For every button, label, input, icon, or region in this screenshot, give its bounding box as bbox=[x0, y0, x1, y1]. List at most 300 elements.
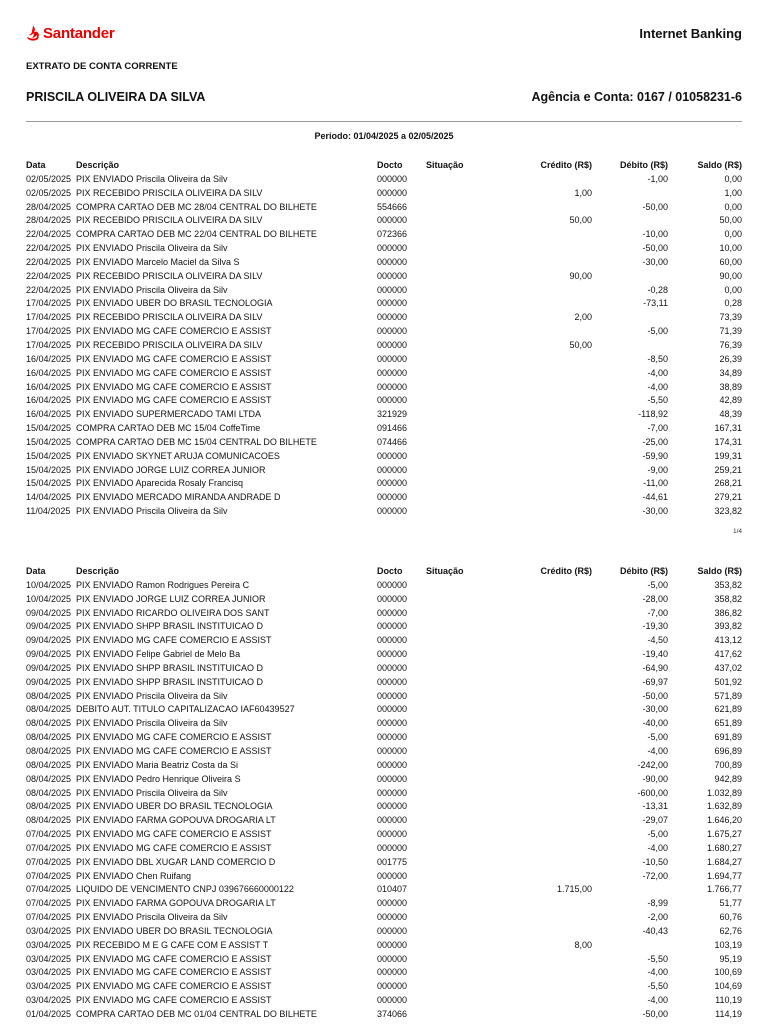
table-row bbox=[0, 856, 768, 870]
cell-debit: -5,00 bbox=[647, 732, 668, 743]
cell-docto: 000000 bbox=[377, 649, 408, 660]
cell-balance: 174,31 bbox=[714, 436, 742, 447]
account-label: Agência e Conta: 0167 / 01058231-6 bbox=[531, 90, 742, 104]
cell-description: PIX ENVIADO SKYNET ARUJA COMUNICACOES bbox=[76, 450, 280, 461]
table-row bbox=[0, 297, 768, 311]
cell-debit: -4,00 bbox=[647, 381, 668, 392]
table-row bbox=[0, 703, 768, 717]
transactions-table-page-2 bbox=[0, 565, 768, 1022]
cell-docto: 000000 bbox=[377, 718, 408, 729]
cell-balance: 413,12 bbox=[714, 635, 742, 646]
table-header-row bbox=[0, 565, 768, 579]
cell-debit: -4,00 bbox=[647, 367, 668, 378]
cell-docto: 072366 bbox=[377, 229, 408, 240]
cell-date: 09/04/2025 bbox=[26, 607, 72, 618]
cell-description: PIX ENVIADO Priscila Oliveira da Silv bbox=[76, 243, 228, 254]
cell-docto: 000000 bbox=[377, 173, 408, 184]
cell-description: PIX ENVIADO Priscila Oliveira da Silv bbox=[76, 912, 228, 923]
cell-docto: 000000 bbox=[377, 801, 408, 812]
cell-docto: 000000 bbox=[377, 829, 408, 840]
cell-date: 03/04/2025 bbox=[26, 939, 72, 950]
cell-balance: 73,39 bbox=[719, 312, 742, 323]
table-row bbox=[0, 436, 768, 450]
page-number: 1/4 bbox=[732, 528, 742, 535]
table-row bbox=[0, 242, 768, 256]
table-row bbox=[0, 925, 768, 939]
cell-docto: 000000 bbox=[377, 981, 408, 992]
cell-date: 07/04/2025 bbox=[26, 829, 72, 840]
cell-date: 07/04/2025 bbox=[26, 870, 72, 881]
table-row bbox=[0, 966, 768, 980]
cell-debit: -69,97 bbox=[642, 676, 668, 687]
cell-debit: -9,00 bbox=[647, 464, 668, 475]
cell-docto: 000000 bbox=[377, 912, 408, 923]
cell-balance: 501,92 bbox=[714, 676, 742, 687]
cell-date: 03/04/2025 bbox=[26, 995, 72, 1006]
cell-balance: 76,39 bbox=[719, 339, 742, 350]
cell-date: 02/05/2025 bbox=[26, 187, 72, 198]
table-row bbox=[0, 325, 768, 339]
cell-docto: 000000 bbox=[377, 635, 408, 646]
cell-date: 07/04/2025 bbox=[26, 856, 72, 867]
table-row bbox=[0, 284, 768, 298]
cell-credit: 90,00 bbox=[569, 270, 592, 281]
cell-date: 15/04/2025 bbox=[26, 464, 72, 475]
brand-name: Santander bbox=[43, 24, 115, 42]
cell-docto: 000000 bbox=[377, 579, 408, 590]
cell-description: PIX ENVIADO MG CAFE COMERCIO E ASSIST bbox=[76, 732, 272, 743]
table-row bbox=[0, 870, 768, 884]
cell-debit: -30,00 bbox=[642, 704, 668, 715]
cell-docto: 000000 bbox=[377, 593, 408, 604]
cell-balance: 1.032,89 bbox=[706, 787, 742, 798]
table-row bbox=[0, 994, 768, 1008]
col-header-situacao: Situação bbox=[426, 160, 464, 170]
cell-description: PIX ENVIADO MG CAFE COMERCIO E ASSIST bbox=[76, 381, 272, 392]
cell-balance: 1.675,27 bbox=[706, 829, 742, 840]
cell-docto: 000000 bbox=[377, 690, 408, 701]
cell-description: PIX ENVIADO MG CAFE COMERCIO E ASSIST bbox=[76, 995, 272, 1006]
cell-date: 03/04/2025 bbox=[26, 953, 72, 964]
cell-description: PIX ENVIADO Pedro Henrique Oliveira S bbox=[76, 773, 241, 784]
cell-debit: -5,50 bbox=[647, 953, 668, 964]
cell-balance: 60,00 bbox=[719, 256, 742, 267]
cell-docto: 000000 bbox=[377, 815, 408, 826]
cell-description: DEBITO AUT. TITULO CAPITALIZACAO IAF60439527 bbox=[76, 704, 295, 715]
cell-description: PIX ENVIADO Priscila Oliveira da Silv bbox=[76, 506, 228, 517]
table-row bbox=[0, 214, 768, 228]
cell-credit: 50,00 bbox=[569, 339, 592, 350]
cell-docto: 091466 bbox=[377, 423, 408, 434]
cell-docto: 000000 bbox=[377, 607, 408, 618]
cell-docto: 000000 bbox=[377, 925, 408, 936]
table-row bbox=[0, 353, 768, 367]
cell-docto: 000000 bbox=[377, 395, 408, 406]
cell-description: PIX ENVIADO SHPP BRASIL INSTITUICAO D bbox=[76, 621, 264, 632]
cell-docto: 000000 bbox=[377, 464, 408, 475]
cell-description: PIX ENVIADO Marcelo Maciel da Silva S bbox=[76, 256, 240, 267]
cell-description: PIX ENVIADO UBER DO BRASIL TECNOLOGIA bbox=[76, 925, 273, 936]
table-row bbox=[0, 450, 768, 464]
cell-balance: 353,82 bbox=[714, 579, 742, 590]
cell-date: 28/04/2025 bbox=[26, 215, 72, 226]
cell-description: PIX ENVIADO Aparecida Rosaly Francisq bbox=[76, 478, 244, 489]
cell-description: PIX ENVIADO JORGE LUIZ CORREA JUNIOR bbox=[76, 464, 266, 475]
cell-balance: 942,89 bbox=[714, 773, 742, 784]
cell-date: 11/04/2025 bbox=[26, 506, 71, 517]
cell-docto: 000000 bbox=[377, 676, 408, 687]
table-row bbox=[0, 187, 768, 201]
cell-balance: 71,39 bbox=[719, 326, 742, 337]
cell-docto: 000000 bbox=[377, 842, 408, 853]
cell-description: PIX ENVIADO MG CAFE COMERCIO E ASSIST bbox=[76, 745, 272, 756]
table-row bbox=[0, 980, 768, 994]
cell-debit: -10,50 bbox=[642, 856, 668, 867]
cell-debit: -50,00 bbox=[642, 1009, 668, 1019]
cell-description: PIX ENVIADO Maria Beatriz Costa da Si bbox=[76, 759, 239, 770]
santander-logo bbox=[26, 23, 115, 43]
cell-debit: -0,28 bbox=[647, 284, 668, 295]
cell-balance: 0,28 bbox=[724, 298, 742, 309]
cell-debit: -19,30 bbox=[642, 621, 668, 632]
cell-debit: -242,00 bbox=[637, 759, 668, 770]
col-header-credit: Crédito (R$) bbox=[540, 566, 592, 576]
santander-flame-icon bbox=[26, 25, 40, 41]
cell-debit: -90,00 bbox=[642, 773, 668, 784]
cell-docto: 000000 bbox=[377, 953, 408, 964]
cell-description: PIX ENVIADO MG CAFE COMERCIO E ASSIST bbox=[76, 635, 272, 646]
cell-debit: -50,00 bbox=[642, 201, 668, 212]
col-header-date: Data bbox=[26, 160, 46, 170]
transactions-table-page-1 bbox=[0, 159, 768, 519]
cell-balance: 0,00 bbox=[724, 229, 742, 240]
statement-period bbox=[0, 131, 768, 141]
cell-debit: -118,92 bbox=[638, 409, 668, 420]
period-label: Periodo: 01/04/2025 a 02/05/2025 bbox=[314, 131, 454, 141]
cell-docto: 000000 bbox=[377, 270, 408, 281]
cell-description: PIX RECEBIDO PRISCILA OLIVEIRA DA SILV bbox=[76, 215, 263, 226]
cell-docto: 010407 bbox=[377, 884, 408, 895]
cell-date: 15/04/2025 bbox=[26, 423, 72, 434]
table-row bbox=[0, 1008, 768, 1022]
cell-date: 08/04/2025 bbox=[26, 704, 72, 715]
cell-description: PIX RECEBIDO M E G CAFE COM E ASSIST T bbox=[76, 939, 269, 950]
cell-debit: -30,00 bbox=[642, 256, 668, 267]
table-row bbox=[0, 505, 768, 519]
cell-debit: -4,00 bbox=[647, 745, 668, 756]
cell-docto: 000000 bbox=[377, 732, 408, 743]
cell-debit: -40,00 bbox=[642, 718, 668, 729]
cell-docto: 000000 bbox=[377, 621, 408, 632]
cell-docto: 000000 bbox=[377, 787, 408, 798]
table-row bbox=[0, 339, 768, 353]
cell-docto: 000000 bbox=[377, 381, 408, 392]
cell-balance: 323,82 bbox=[714, 506, 742, 517]
col-header-situacao: Situação bbox=[426, 566, 464, 576]
cell-description: COMPRA CARTAO DEB MC 01/04 CENTRAL DO BILHETE bbox=[76, 1009, 317, 1019]
col-header-debit: Débito (R$) bbox=[620, 160, 668, 170]
cell-credit: 1.715,00 bbox=[556, 884, 592, 895]
cell-description: PIX ENVIADO FARMA GOPOUVA DROGARIA LT bbox=[76, 898, 276, 909]
cell-balance: 114,19 bbox=[715, 1009, 742, 1019]
table-row bbox=[0, 897, 768, 911]
cell-date: 17/04/2025 bbox=[26, 312, 72, 323]
cell-balance: 1.766,77 bbox=[706, 884, 742, 895]
table-row bbox=[0, 477, 768, 491]
cell-balance: 437,02 bbox=[714, 662, 742, 673]
cell-debit: -50,00 bbox=[642, 690, 668, 701]
cell-date: 28/04/2025 bbox=[26, 201, 72, 212]
cell-balance: 386,82 bbox=[714, 607, 742, 618]
cell-debit: -1,00 bbox=[647, 173, 668, 184]
cell-date: 08/04/2025 bbox=[26, 690, 72, 701]
cell-description: PIX ENVIADO MG CAFE COMERCIO E ASSIST bbox=[76, 981, 272, 992]
cell-docto: 000000 bbox=[377, 773, 408, 784]
cell-description: PIX RECEBIDO PRISCILA OLIVEIRA DA SILV bbox=[76, 312, 263, 323]
col-header-date: Data bbox=[26, 566, 46, 576]
cell-balance: 48,39 bbox=[719, 409, 742, 420]
cell-docto: 000000 bbox=[377, 243, 408, 254]
cell-balance: 100,69 bbox=[714, 967, 742, 978]
table-row bbox=[0, 381, 768, 395]
cell-balance: 700,89 bbox=[714, 759, 742, 770]
table-row bbox=[0, 842, 768, 856]
cell-date: 08/04/2025 bbox=[26, 745, 72, 756]
cell-balance: 95,19 bbox=[719, 953, 742, 964]
cell-date: 01/04/2025 bbox=[26, 1009, 72, 1019]
cell-debit: -5,00 bbox=[647, 829, 668, 840]
cell-date: 03/04/2025 bbox=[26, 925, 72, 936]
cell-date: 07/04/2025 bbox=[26, 912, 72, 923]
cell-description: PIX ENVIADO JORGE LUIZ CORREA JUNIOR bbox=[76, 593, 266, 604]
cell-balance: 104,69 bbox=[714, 981, 742, 992]
cell-date: 16/04/2025 bbox=[26, 367, 72, 378]
cell-debit: -44,61 bbox=[642, 492, 668, 503]
table-row bbox=[0, 311, 768, 325]
col-header-balance: Saldo (R$) bbox=[697, 160, 742, 170]
cell-description: PIX RECEBIDO PRISCILA OLIVEIRA DA SILV bbox=[76, 187, 263, 198]
table-row bbox=[0, 367, 768, 381]
cell-debit: -8,50 bbox=[647, 353, 668, 364]
account-holder-name: PRISCILA OLIVEIRA DA SILVA bbox=[26, 90, 206, 104]
cell-docto: 000000 bbox=[377, 662, 408, 673]
cell-date: 17/04/2025 bbox=[26, 326, 72, 337]
cell-description: PIX ENVIADO MG CAFE COMERCIO E ASSIST bbox=[76, 353, 272, 364]
cell-date: 17/04/2025 bbox=[26, 339, 72, 350]
cell-date: 22/04/2025 bbox=[26, 284, 72, 295]
cell-balance: 279,21 bbox=[714, 492, 742, 503]
cell-balance: 90,00 bbox=[719, 270, 742, 281]
cell-date: 07/04/2025 bbox=[26, 898, 72, 909]
cell-balance: 651,89 bbox=[714, 718, 742, 729]
cell-debit: -50,00 bbox=[642, 243, 668, 254]
cell-description: PIX ENVIADO Ramon Rodrigues Pereira C bbox=[76, 579, 250, 590]
cell-balance: 1.680,27 bbox=[706, 842, 742, 853]
cell-date: 16/04/2025 bbox=[26, 353, 72, 364]
cell-debit: -4,50 bbox=[647, 635, 668, 646]
cell-debit: -4,00 bbox=[647, 842, 668, 853]
cell-debit: -5,00 bbox=[647, 326, 668, 337]
col-header-docto: Docto bbox=[377, 566, 403, 576]
cell-balance: 268,21 bbox=[714, 478, 742, 489]
cell-credit: 2,00 bbox=[574, 312, 592, 323]
table-row bbox=[0, 939, 768, 953]
cell-date: 15/04/2025 bbox=[26, 450, 72, 461]
table-row bbox=[0, 773, 768, 787]
cell-balance: 0,00 bbox=[724, 284, 742, 295]
cell-description: PIX RECEBIDO PRISCILA OLIVEIRA DA SILV bbox=[76, 339, 263, 350]
col-header-credit: Crédito (R$) bbox=[540, 160, 592, 170]
cell-balance: 691,89 bbox=[714, 732, 742, 743]
cell-balance: 417,62 bbox=[714, 649, 742, 660]
cell-debit: -30,00 bbox=[642, 506, 668, 517]
cell-debit: -600,00 bbox=[637, 787, 668, 798]
table-row bbox=[0, 676, 768, 690]
cell-debit: -64,90 bbox=[642, 662, 668, 673]
cell-debit: -72,00 bbox=[642, 870, 668, 881]
cell-description: COMPRA CARTAO DEB MC 22/04 CENTRAL DO BILHETE bbox=[76, 229, 317, 240]
cell-balance: 60,76 bbox=[719, 912, 742, 923]
table-row bbox=[0, 408, 768, 422]
cell-debit: -5,50 bbox=[647, 395, 668, 406]
cell-description: PIX ENVIADO RICARDO OLIVEIRA DOS SANT bbox=[76, 607, 270, 618]
cell-docto: 000000 bbox=[377, 506, 408, 517]
cell-debit: -4,00 bbox=[647, 995, 668, 1006]
cell-docto: 000000 bbox=[377, 745, 408, 756]
table-row bbox=[0, 607, 768, 621]
table-row bbox=[0, 717, 768, 731]
cell-debit: -25,00 bbox=[642, 436, 668, 447]
cell-balance: 571,89 bbox=[714, 690, 742, 701]
cell-docto: 074466 bbox=[377, 436, 408, 447]
table-row bbox=[0, 491, 768, 505]
cell-date: 10/04/2025 bbox=[26, 579, 72, 590]
table-row bbox=[0, 828, 768, 842]
table-row bbox=[0, 422, 768, 436]
cell-balance: 696,89 bbox=[714, 745, 742, 756]
table-row bbox=[0, 759, 768, 773]
table-row bbox=[0, 464, 768, 478]
table-row bbox=[0, 201, 768, 215]
cell-date: 07/04/2025 bbox=[26, 842, 72, 853]
cell-balance: 358,82 bbox=[714, 593, 742, 604]
cell-balance: 0,00 bbox=[724, 173, 742, 184]
cell-date: 14/04/2025 bbox=[26, 492, 72, 503]
cell-date: 08/04/2025 bbox=[26, 773, 72, 784]
cell-docto: 374066 bbox=[377, 1009, 408, 1019]
cell-docto: 000000 bbox=[377, 298, 408, 309]
cell-description: PIX ENVIADO MG CAFE COMERCIO E ASSIST bbox=[76, 326, 272, 337]
cell-docto: 000000 bbox=[377, 995, 408, 1006]
cell-date: 03/04/2025 bbox=[26, 967, 72, 978]
cell-date: 17/04/2025 bbox=[26, 298, 72, 309]
cell-date: 22/04/2025 bbox=[26, 229, 72, 240]
cell-date: 08/04/2025 bbox=[26, 787, 72, 798]
cell-date: 09/04/2025 bbox=[26, 635, 72, 646]
cell-debit: -4,00 bbox=[647, 967, 668, 978]
cell-date: 09/04/2025 bbox=[26, 621, 72, 632]
cell-description: PIX ENVIADO Priscila Oliveira da Silv bbox=[76, 787, 228, 798]
table-row bbox=[0, 228, 768, 242]
cell-credit: 8,00 bbox=[574, 939, 592, 950]
cell-balance: 1.632,89 bbox=[706, 801, 742, 812]
table-row bbox=[0, 579, 768, 593]
cell-date: 22/04/2025 bbox=[26, 256, 72, 267]
table-header-row bbox=[0, 159, 768, 173]
cell-debit: -7,00 bbox=[647, 423, 668, 434]
cell-date: 08/04/2025 bbox=[26, 718, 72, 729]
cell-credit: 50,00 bbox=[569, 215, 592, 226]
cell-date: 08/04/2025 bbox=[26, 815, 72, 826]
cell-balance: 199,31 bbox=[714, 450, 742, 461]
cell-date: 09/04/2025 bbox=[26, 662, 72, 673]
cell-balance: 1.646,20 bbox=[706, 815, 742, 826]
cell-date: 16/04/2025 bbox=[26, 381, 72, 392]
cell-debit: -5,50 bbox=[647, 981, 668, 992]
cell-docto: 000000 bbox=[377, 326, 408, 337]
cell-debit: -19,40 bbox=[642, 649, 668, 660]
cell-balance: 38,89 bbox=[719, 381, 742, 392]
cell-debit: -2,00 bbox=[647, 912, 668, 923]
cell-description: PIX ENVIADO Felipe Gabriel de Melo Ba bbox=[76, 649, 241, 660]
cell-balance: 621,89 bbox=[714, 704, 742, 715]
cell-docto: 000000 bbox=[377, 704, 408, 715]
cell-description: COMPRA CARTAO DEB MC 15/04 CENTRAL DO BILHETE bbox=[76, 436, 317, 447]
col-header-debit: Débito (R$) bbox=[620, 566, 668, 576]
cell-date: 15/04/2025 bbox=[26, 436, 72, 447]
cell-description: COMPRA CARTAO DEB MC 15/04 CoffeTime bbox=[76, 423, 261, 434]
cell-balance: 1.694,77 bbox=[706, 870, 742, 881]
table-row bbox=[0, 256, 768, 270]
cell-description: PIX ENVIADO SHPP BRASIL INSTITUICAO D bbox=[76, 676, 264, 687]
cell-balance: 10,00 bbox=[719, 243, 742, 254]
table-row bbox=[0, 634, 768, 648]
cell-docto: 000000 bbox=[377, 256, 408, 267]
cell-date: 02/05/2025 bbox=[26, 173, 72, 184]
cell-credit: 1,00 bbox=[574, 187, 592, 198]
table-row bbox=[0, 731, 768, 745]
cell-docto: 000000 bbox=[377, 759, 408, 770]
cell-docto: 000000 bbox=[377, 450, 408, 461]
cell-debit: -28,00 bbox=[642, 593, 668, 604]
cell-debit: -40,43 bbox=[642, 925, 668, 936]
table-row bbox=[0, 593, 768, 607]
cell-description: PIX ENVIADO Priscila Oliveira da Silv bbox=[76, 690, 228, 701]
cell-docto: 000000 bbox=[377, 353, 408, 364]
cell-balance: 0,00 bbox=[724, 201, 742, 212]
cell-balance: 50,00 bbox=[719, 215, 742, 226]
cell-description: PIX ENVIADO FARMA GOPOUVA DROGARIA LT bbox=[76, 815, 276, 826]
cell-balance: 103,19 bbox=[714, 939, 742, 950]
cell-debit: -73,11 bbox=[643, 298, 668, 309]
table-row bbox=[0, 394, 768, 408]
table-row bbox=[0, 690, 768, 704]
table-row bbox=[0, 173, 768, 187]
table-row bbox=[0, 662, 768, 676]
account-info bbox=[531, 90, 742, 104]
cell-description: PIX ENVIADO DBL XUGAR LAND COMERCIO D bbox=[76, 856, 276, 867]
cell-description: PIX ENVIADO UBER DO BRASIL TECNOLOGIA bbox=[76, 801, 273, 812]
cell-description: PIX ENVIADO Priscila Oliveira da Silv bbox=[76, 284, 228, 295]
cell-docto: 000000 bbox=[377, 312, 408, 323]
cell-description: PIX ENVIADO MG CAFE COMERCIO E ASSIST bbox=[76, 829, 272, 840]
cell-docto: 001775 bbox=[377, 856, 408, 867]
cell-description: COMPRA CARTAO DEB MC 28/04 CENTRAL DO BILHETE bbox=[76, 201, 317, 212]
cell-docto: 000000 bbox=[377, 939, 408, 950]
cell-balance: 167,31 bbox=[714, 423, 742, 434]
cell-balance: 42,89 bbox=[719, 395, 742, 406]
cell-description: LIQUIDO DE VENCIMENTO CNPJ 039676660000122 bbox=[76, 884, 294, 895]
